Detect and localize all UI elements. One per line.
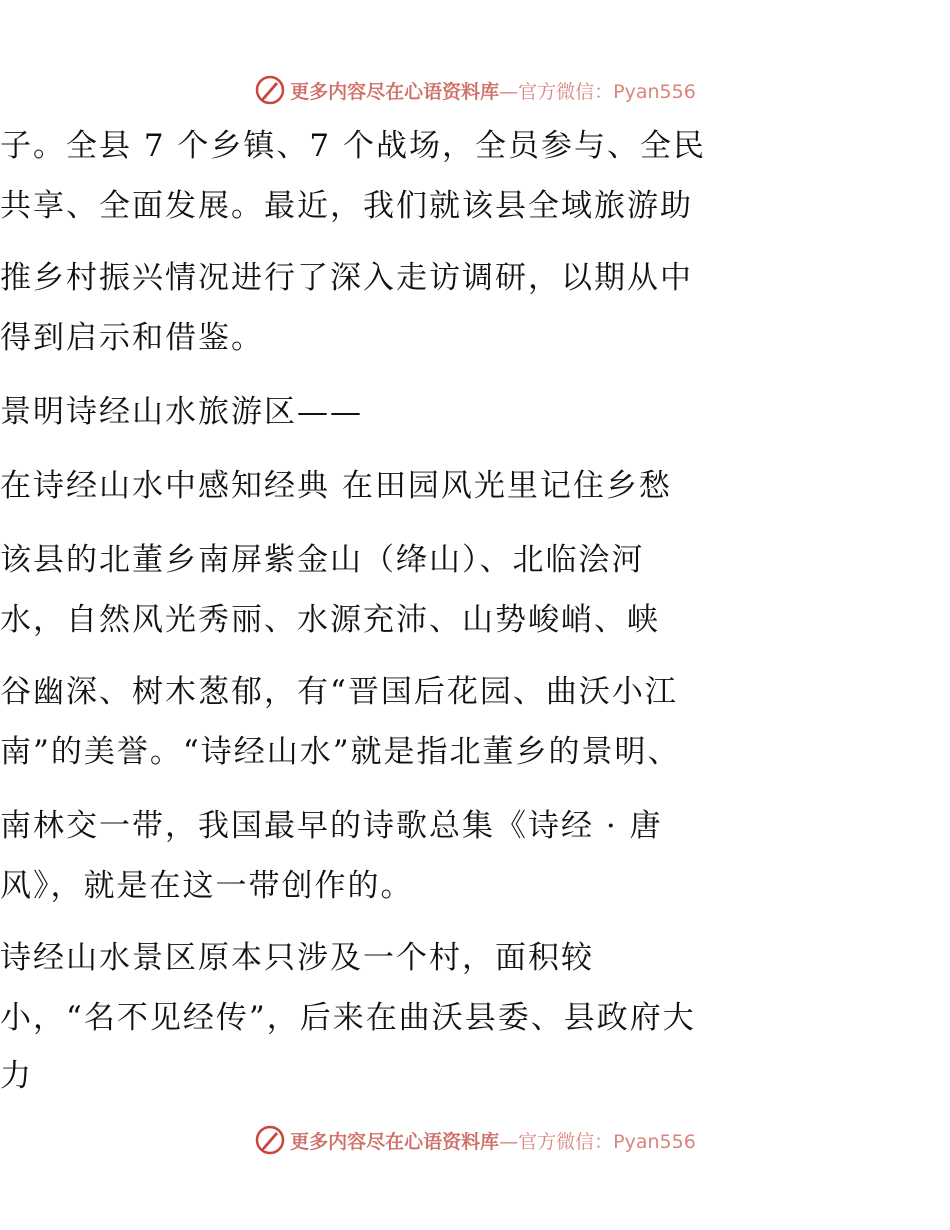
text-line: 谷幽深、树木葱郁，有“晋国后花园、曲沃小江	[0, 674, 678, 710]
text-line: 小，“名不见经传”，后来在曲沃县委、县政府大	[0, 1000, 696, 1036]
watermark-suffix-text: 官方微信：Pyan556	[518, 1130, 696, 1153]
text-line: 风》，就是在这一带创作的。	[0, 868, 414, 904]
section-subheading: 在诗经山水中感知经典 在田园风光里记住乡愁	[0, 468, 672, 504]
watermark-main-text: 更多内容尽在心语资料库	[290, 80, 500, 103]
text-line: 南林交一带，我国最早的诗歌总集《诗经 · 唐	[0, 808, 663, 844]
text-line: 该县的北董乡南屏紫金山（绛山）、北临浍河	[0, 542, 645, 578]
text-line: 推乡村振兴情况进行了深入走访调研，以期从中	[0, 260, 693, 296]
watermark-suffix-text: 官方微信：Pyan556	[518, 80, 696, 103]
watermark-dash: —	[499, 1130, 519, 1153]
text-line: 得到启示和借鉴。	[0, 320, 264, 356]
watermark-dash: —	[499, 80, 519, 103]
watermark-main-text: 更多内容尽在心语资料库	[290, 1130, 500, 1153]
text-line: 共享、全面发展。最近，我们就该县全域旅游助	[0, 188, 693, 224]
section-heading: 景明诗经山水旅游区——	[0, 394, 363, 430]
text-line: 诗经山水景区原本只涉及一个村，面积较	[0, 940, 594, 976]
text-line: 水，自然风光秀丽、水源充沛、山势峻峭、峡	[0, 602, 660, 638]
quill-logo-icon	[254, 1124, 286, 1156]
text-line: 子。全县 7 个乡镇、7 个战场，全员参与、全民	[0, 128, 707, 164]
watermark-text	[290, 1127, 696, 1154]
text-line: 力	[0, 1058, 33, 1094]
text-line: 南”的美誉。“诗经山水”就是指北董乡的景明、	[0, 734, 681, 770]
footer-watermark	[0, 1120, 950, 1160]
